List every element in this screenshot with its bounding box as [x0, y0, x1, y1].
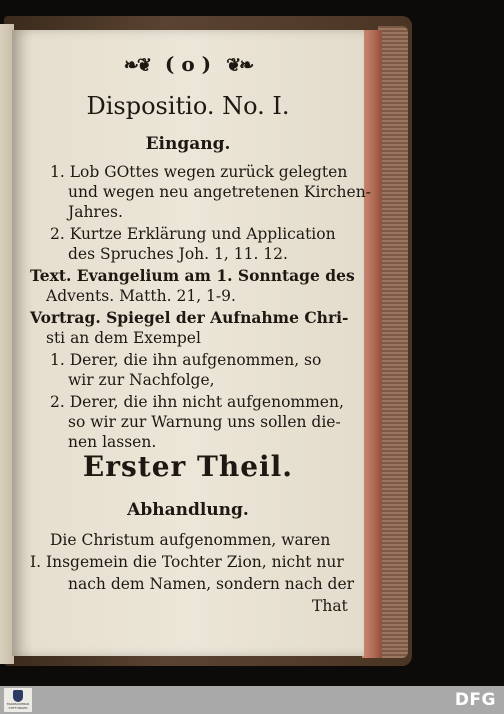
text-line: 2. Kurtze Erklärung und Application — [50, 225, 336, 243]
text-line: Vortrag. Spiegel der Aufnahme Chri- — [30, 308, 349, 327]
page-title: Dispositio. No. I. — [86, 92, 290, 120]
text-line: Die Christum aufgenommen, waren — [50, 531, 331, 549]
dfg-logo[interactable]: DFG — [454, 690, 496, 710]
logo-text: TRANSQUEBAR STIFTUNGEN — [6, 702, 30, 710]
book-spine-edge — [378, 26, 408, 658]
page-header — [12, 52, 364, 76]
ornament-right-icon: ❦❧ — [226, 55, 253, 76]
section-heading-eingang: Eingang. — [145, 134, 231, 154]
book-page — [12, 30, 371, 656]
text-line: 1. Lob GOttes wegen zurück gelegten — [50, 163, 348, 181]
text-line: wir zur Nachfolge, — [68, 371, 215, 389]
institution-logo[interactable] — [4, 688, 32, 712]
ornament-left-icon: ❧❦ — [123, 55, 150, 76]
text-line: des Spruches Joh. 1, 11. 12. — [68, 245, 288, 263]
section-heading-abhandlung: Abhandlung. — [127, 500, 249, 520]
text-line: sti an dem Exempel — [46, 329, 201, 347]
text-line: 2. Derer, die ihn nicht aufgenommen, — [50, 393, 344, 411]
text-line: nach dem Namen, sondern nach der — [68, 575, 355, 593]
catchword: That — [312, 597, 348, 615]
page-number: ( o ) — [164, 52, 212, 76]
text-line: Advents. Matth. 21, 1-9. — [46, 287, 236, 305]
text-line: und wegen neu angetretenen Kirchen- — [68, 183, 371, 201]
text-line: Jahres. — [68, 203, 123, 221]
shield-icon — [13, 690, 23, 702]
viewer-footer-bar — [0, 686, 504, 714]
page-fore-edge — [362, 30, 382, 658]
text-line: 1. Derer, die ihn aufgenommen, so — [50, 351, 322, 369]
text-line: I. Insgemein die Tochter Zion, nicht nur — [30, 553, 344, 571]
part-heading: Erster Theil. — [82, 450, 294, 483]
text-line: so wir zur Warnung uns sollen die- — [68, 413, 341, 431]
text-line: Text. Evangelium am 1. Sonntage des — [30, 266, 355, 285]
text-line: nen lassen. — [68, 433, 157, 451]
